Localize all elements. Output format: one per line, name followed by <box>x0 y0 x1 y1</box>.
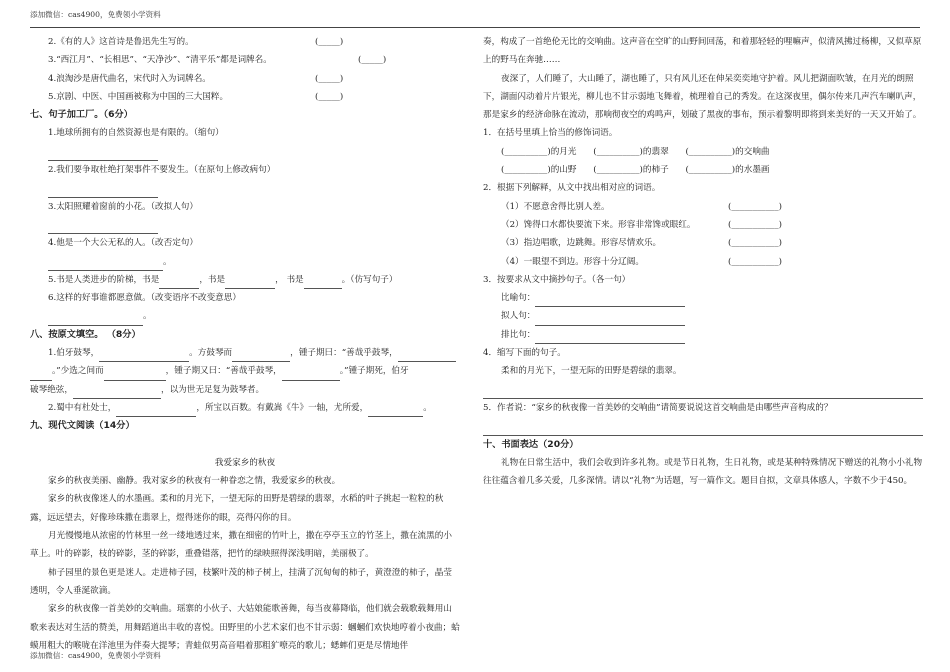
fill-blank[interactable] <box>535 313 685 326</box>
reading-q5: 5．作者说：“家乡的秋夜像一首美妙的交响曲”请简要说说这首交响曲是由哪些声音构成的？ <box>483 402 833 413</box>
reading-q3: 3．按要求从文中摘抄句子。（各一句） <box>483 274 631 285</box>
fill-blank[interactable] <box>30 368 52 381</box>
fill-blank[interactable] <box>159 276 199 289</box>
section-7-title: 七、句子加工厂。（6分） <box>30 109 133 121</box>
reading-q1: 1．在括号里填上恰当的修饰词语。 <box>483 128 618 139</box>
q1-row: (__________)的月光 (__________)的翡翠 (__________)的交响曲 <box>501 146 770 157</box>
composition-prompt: 礼物在日常生活中，我们会收到许多礼物。或是节日礼物，生日礼物，或是某种特殊情况下赠送的礼物小小礼物往往蕴含着几多关爱，几多深情。请以“礼物”为话题，写一篇作文。题目自拟，文章具体感人，字数不少于450。 <box>483 457 923 487</box>
footer-note: 添加微信：cas4900，免费领小学资料 <box>30 651 161 660</box>
answer-line[interactable]: 。 <box>30 253 460 271</box>
fill-blank[interactable] <box>282 368 340 381</box>
section-9-title: 九、现代文阅读（14分） <box>30 420 135 432</box>
q2-item: （2）馋得口水都快要流下来。形容非常馋或眼红。 (___________) <box>501 219 782 230</box>
sec7-q5: 5.书是人类进步的阶梯，书是 ，书是 ， 书是 。（仿写句子） <box>30 271 460 289</box>
essay-paragraph: 家乡的秋夜像迷人的水墨画。柔和的月光下，一望无际的田野是碧绿的翡翠，水稻的叶子挑起一粒粒的秋露，远远望去，好像珍珠撒在翡翠上，煜得迷你的眼，亮得闪你的目。 <box>30 494 444 523</box>
answer-line[interactable] <box>30 179 460 197</box>
fill-blank[interactable] <box>104 368 166 381</box>
essay-paragraph: 奏，构成了一首绝伦无比的交响曲。这声音在空旷的山野间回荡，和着那轻轻的哩嘛声，似清风拂过杨柳，又似草原上的野马在奔驰…… <box>483 37 922 66</box>
fill-blank[interactable] <box>535 294 685 307</box>
essay-paragraph: 柿子园里的景色更是迷人。走进柿子园，枝繁叶茂的柿子树上，挂满了沉甸甸的柿子，黄澄澄的柿子，晶莹透明，令人垂涎欲滴。 <box>30 567 452 596</box>
reading-q2: 2．根据下列解释，从文中找出相对应的词语。 <box>483 183 661 194</box>
fill-blank[interactable] <box>99 349 189 362</box>
sec7-q2: 2.我们要争取杜绝打架事件不要发生。（在原句上修改病句） <box>48 165 276 176</box>
answer-line[interactable] <box>483 417 923 435</box>
header-note: 添加微信：cas4900，免费领小学资料 <box>30 10 161 19</box>
q2-item: （3）指边唱歌，边跳舞。形容尽情欢乐。 (___________) <box>501 238 782 249</box>
q4-sentence: 柔和的月光下，一望无际的田野是碧绿的翡翠。 <box>501 366 682 377</box>
q3-item: 比喻句： <box>483 289 923 307</box>
sec7-q4: 4.他是一个大公无私的人。（改否定句） <box>48 238 198 249</box>
judge-item: 5.京剧、中医、中国画被称为中国的三大国粹。 (_____) <box>48 91 344 102</box>
q1-row: (__________)的山野 (__________)的柿子 (__________)的水墨画 <box>501 165 770 176</box>
sec7-q1: 1.地球所拥有的自然资源也是有限的。（缩句） <box>48 128 224 139</box>
judge-item: 3.“西江月”、“长相思”、“天净沙”、“清平乐”都是词牌名。 (_____) <box>48 55 387 66</box>
answer-line[interactable] <box>30 216 460 234</box>
sec8-line: 1.伯牙鼓琴， 。方鼓琴而 ，锺子期曰：“善哉乎鼓琴， <box>30 344 460 362</box>
fill-blank[interactable] <box>535 331 685 344</box>
section-10-title: 十、书面表达（20分） <box>483 438 579 450</box>
essay-paragraph: 月光慢慢地从浓密的竹林里一丝一缕地透过来，撒在细密的竹叶上，撒在亭亭玉立的竹茎上，撒在流黑的小草上。叶的碎影，枝的碎影，茎的碎影，重叠错落，把竹的绿映照得深浅明暗，美丽极了。 <box>30 531 452 560</box>
sec8-line: 破琴绝弦， ，以为世无足复为鼓琴者。 <box>30 381 460 399</box>
sec8-line: 2.蜀中有杜处士， ，所宝以百数。有戴嵩《牛》一轴，尤所爱， 。 <box>30 399 460 417</box>
essay-title: 我爱家乡的秋夜 <box>214 457 276 468</box>
essay-paragraph: 夜深了，人们睡了，大山睡了，湖也睡了，只有风儿还在伸呆奕奕地守护着。风儿把湖面吹皱，在月光的朗照下，湖面闪动着片片银光，柳儿也不甘示弱地飞舞着，梳理着自己的秀发。在这深夜里，偶尔传来几声汽车喇叭声，那是家乡的经济命脉在流动，那响彻夜空的鸡鸣声，划破了黑夜的事布，预示着黎明即将到来美好的一天又开始了。 <box>483 73 922 121</box>
q2-item: （4）一眼望不到边。形容十分辽阔。 (___________) <box>501 256 782 267</box>
sec8-line: 。”少选之间而 ，锺子期又曰：“善哉乎鼓琴， 。”锺子期死，伯牙 <box>30 362 460 380</box>
q3-item: 排比句： <box>483 326 923 344</box>
left-column <box>30 33 460 655</box>
right-column <box>483 33 923 490</box>
sec7-q6: 6.这样的好事谁都愿意做。（改变语序不改变意思） <box>48 293 241 304</box>
essay-paragraph: 家乡的秋夜美丽、幽静。我对家乡的秋夜有一种眷恋之情，我爱家乡的秋夜。 <box>48 476 341 487</box>
fill-blank[interactable] <box>304 276 342 289</box>
answer-line[interactable]: 。 <box>30 307 460 325</box>
judge-item: 4.浪淘沙是唐代曲名，宋代时入为词牌名。 (_____) <box>48 73 344 84</box>
essay-paragraph: 家乡的秋夜像一首美妙的交响曲。瑶寨的小伙子、大姑娘能歌善舞，每当夜幕降临，他们就会载歌载舞用山歌来表达对生活的赞美，用舞蹈道出丰收的喜悦。田野里的小艺术家们也不甘示弱：蟈蟈们欢快地哼着小夜曲；蛤蟆用粗大的喉咙在洋池里为伴奏大提琴；青蛙似男高音唱着那粗犷嘹亮的歌儿；蟋蟀们更是尽情地伴 <box>30 604 460 651</box>
sec7-q3: 3.太阳照耀着窗前的小花。（改拟人句） <box>48 201 198 212</box>
reading-q4: 4．缩写下面的句子。 <box>483 348 566 359</box>
header-divider <box>30 27 920 28</box>
judge-item: 2.《有的人》这首诗是鲁迅先生写的。 (_____) <box>48 37 344 47</box>
answer-line[interactable] <box>30 143 460 161</box>
fill-blank[interactable] <box>225 276 275 289</box>
fill-blank[interactable] <box>73 386 161 399</box>
answer-line[interactable] <box>483 381 923 399</box>
fill-blank[interactable] <box>232 349 290 362</box>
q2-item: （1）不愿意舍得比别人差。 (___________) <box>501 201 782 212</box>
fill-blank[interactable] <box>368 404 423 417</box>
section-8-title: 八、按原文填空。 （8分） <box>30 328 141 340</box>
fill-blank[interactable] <box>398 349 456 362</box>
q3-item: 拟人句： <box>483 307 923 325</box>
fill-blank[interactable] <box>116 404 196 417</box>
